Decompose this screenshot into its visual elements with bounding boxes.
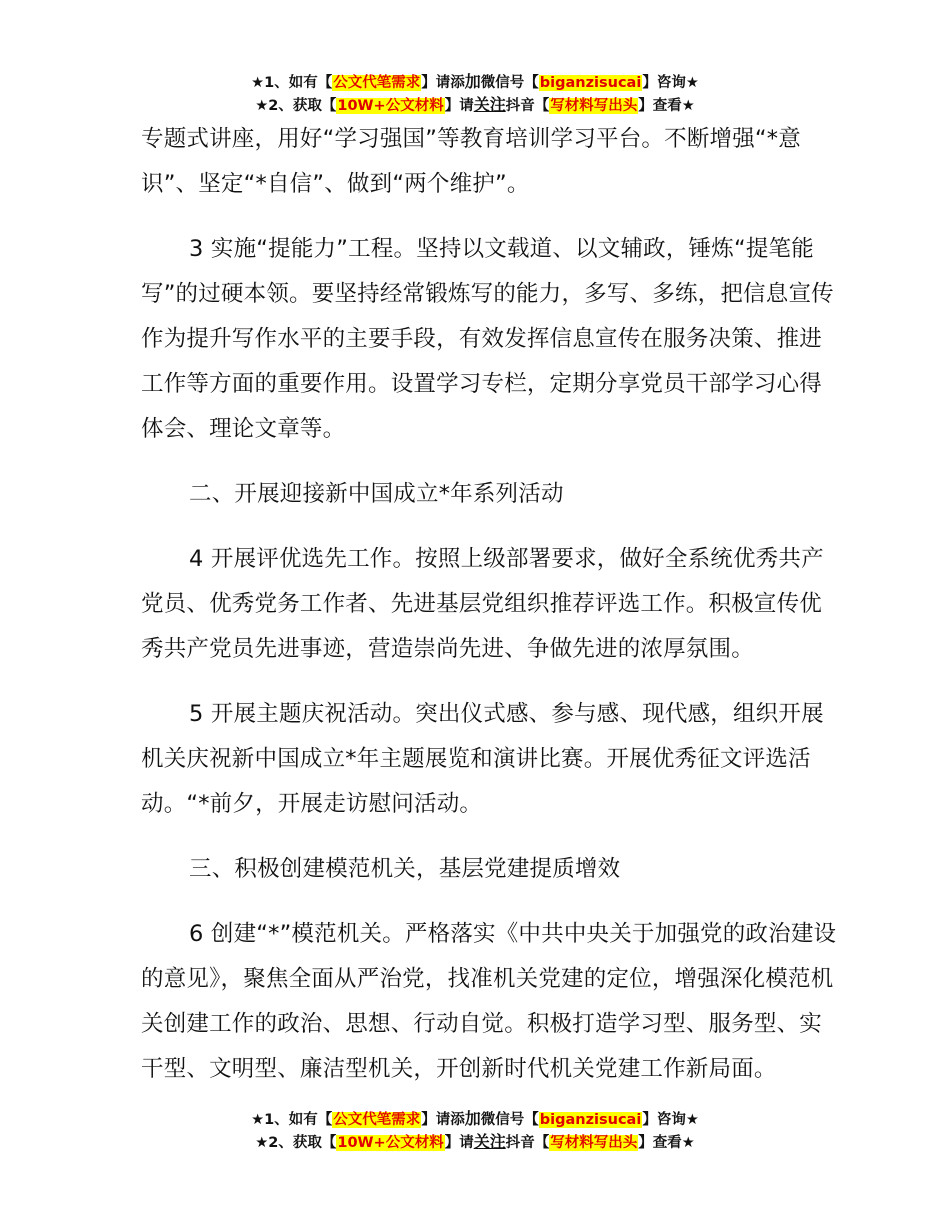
paragraph: 4 开展评优选先工作。按照上级部署要求，做好全系统优秀共产党员、优秀党务工作者、先进基层党组织推荐评选工作。积极宣传优秀共产党员先进事迹，营造崇尚先进、争做先进的浓厚氛围。 bbox=[141, 546, 824, 662]
banner-text: ★1、如有【 bbox=[251, 75, 333, 91]
paragraph: 3 实施“提能力”工程。坚持以文载道、以文辅政，锤炼“提笔能写”的过硬本领。要坚持经常锻炼写的能力，多写、多练，把信息宣传作为提升写作水平的主要手段，有效发挥信息宣传在服务决策、推进工作等方面的重要作用。设置学习专栏，定期分享党员干部学习心得体会、理论文章等。 bbox=[141, 236, 834, 442]
highlight-materials: 10W+公文材料 bbox=[337, 98, 444, 114]
highlight-service: 公文代笔需求 bbox=[333, 1112, 421, 1128]
bottom-banner bbox=[0, 1108, 950, 1154]
banner-line-1 bbox=[0, 71, 950, 94]
highlight-wechat-id: biganzisucai bbox=[539, 1112, 642, 1128]
banner-text: ★2、获取【 bbox=[255, 1135, 337, 1151]
banner-text: 】咨询★ bbox=[642, 75, 699, 91]
highlight-materials: 10W+公文材料 bbox=[337, 1135, 444, 1151]
paragraph: 5 开展主题庆祝活动。突出仪式感、参与感、现代感，组织开展机关庆祝新中国成立*年主题展览和演讲比赛。开展优秀征文评选活动。“*前夕，开展走访慰问活动。 bbox=[141, 701, 824, 817]
banner-text: 】请添 bbox=[421, 75, 465, 91]
banner-text: 】咨询★ bbox=[642, 1112, 699, 1128]
section-heading: 二、开展迎接新中国成立*年系列活动 bbox=[189, 481, 564, 507]
paragraph: 专题式讲座，用好“学习强国”等教育培训学习平台。不断增强“*意识”、坚定“*自信”、做到“两个维护”。 bbox=[141, 126, 801, 197]
banner-line-2 bbox=[0, 1131, 950, 1154]
highlight-service: 公文代笔需求 bbox=[333, 75, 421, 91]
banner-text: 】请 bbox=[444, 98, 474, 114]
paragraph: 6 创建“*”模范机关。严格落实《中共中央关于加强党的政治建设的意见》，聚焦全面从严治党，找准机关党建的定位，增强深化模范机关创建工作的政治、思想、行动自觉。积极打造学习型、服务型、实干型、文明型、廉洁型机关，开创新时代机关党建工作新局面。 bbox=[141, 921, 837, 1082]
section-heading: 三、积极创建模范机关，基层党建提质增效 bbox=[189, 856, 621, 882]
top-banner bbox=[0, 71, 950, 117]
banner-text: 加 bbox=[464, 1109, 481, 1128]
banner-text: 】查看★ bbox=[638, 98, 695, 114]
banner-text: 微信号【 bbox=[480, 75, 539, 91]
banner-text: 】查看★ bbox=[638, 1135, 695, 1151]
banner-text: 】请 bbox=[444, 1135, 474, 1151]
banner-line-2 bbox=[0, 94, 950, 117]
banner-text: 抖音【 bbox=[505, 98, 550, 114]
highlight-douyin: 写材料写出头 bbox=[550, 98, 638, 114]
highlight-douyin: 写材料写出头 bbox=[550, 1135, 638, 1151]
banner-text: ★2、获取【 bbox=[255, 98, 337, 114]
banner-text: 加 bbox=[464, 72, 481, 91]
document-body bbox=[141, 117, 841, 1092]
banner-text: 关注 bbox=[473, 1132, 506, 1151]
banner-text: 】请添 bbox=[421, 1112, 465, 1128]
highlight-wechat-id: biganzisucai bbox=[539, 75, 642, 91]
banner-line-1 bbox=[0, 1108, 950, 1131]
banner-text: 抖音【 bbox=[505, 1135, 550, 1151]
banner-text: ★1、如有【 bbox=[251, 1112, 333, 1128]
banner-text: 关注 bbox=[473, 95, 506, 114]
banner-text: 微信号【 bbox=[480, 1112, 539, 1128]
